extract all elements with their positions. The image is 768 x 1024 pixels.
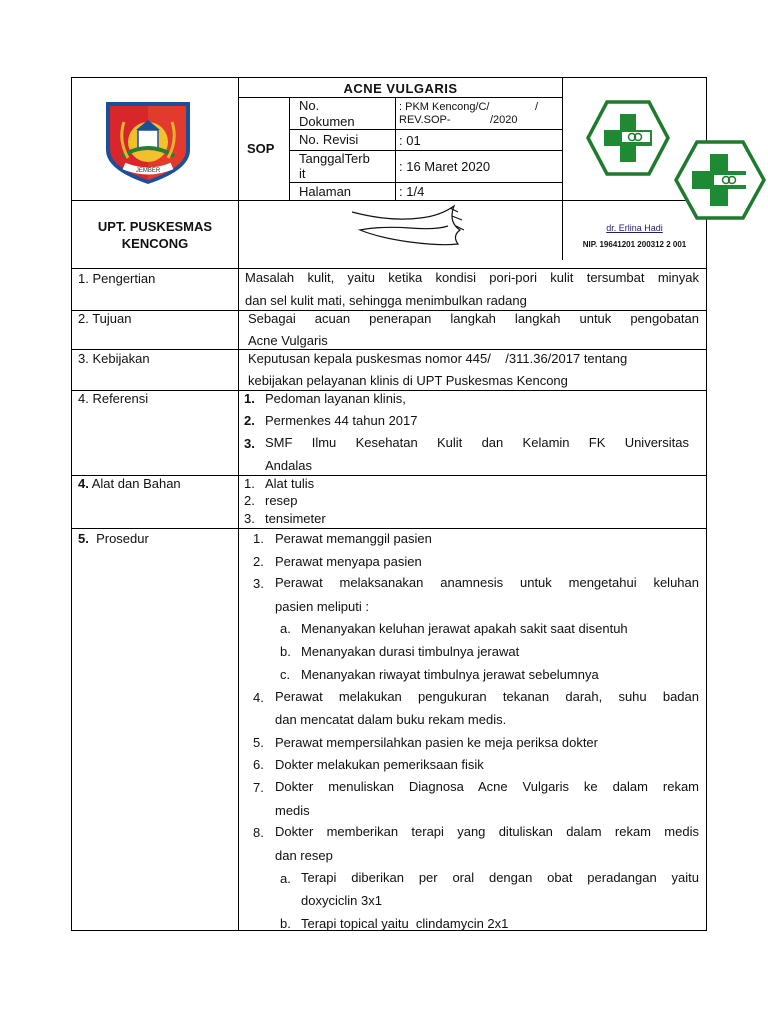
prosedur-text-8b-item: Terapi topical yaitu clindamycin 2x1 <box>301 916 509 931</box>
meta-label-tanggal-1: TanggalTerb <box>299 151 370 166</box>
prosedur-text-8a: Terapi diberikan per oral dengan obat peradangan yaitu <box>301 870 699 885</box>
document-title: ACNE VULGARIS <box>343 81 458 96</box>
prosedur-num-6: 6. <box>253 757 264 772</box>
referensi-num-3: 3. <box>244 436 255 451</box>
meta-label-no-revisi: No. Revisi <box>299 132 359 147</box>
meta-value-no-dokumen-2b: /2020 <box>490 114 518 126</box>
kebijakan-line2: kebijakan pelayanan klinis di UPT Puskesmas Kencong <box>248 373 568 388</box>
prosedur-num-8: 8. <box>253 825 264 840</box>
row-label-tujuan: 2. Tujuan <box>78 311 132 326</box>
referensi-text-2: Permenkes 44 tahun 2017 <box>265 413 418 428</box>
prosedur-text-2: Perawat menyapa pasien <box>275 554 422 569</box>
prosedur-num-4: 4. <box>253 690 264 705</box>
prosedur-text-3c: Menanyakan riwayat timbulnya jerawat sebelumnya <box>301 667 599 682</box>
prosedur-num-7: 7. <box>253 780 264 795</box>
sop-label: SOP <box>247 141 275 156</box>
prosedur-text-7b: medis <box>275 803 310 818</box>
referensi-text-3: SMF Ilmu Kesehatan Kulit dan Kelamin FK Universitas <box>265 435 689 450</box>
meta-value-no-dokumen-1: : PKM Kencong/C/ <box>399 101 490 113</box>
org-name-line2: KENCONG <box>121 236 189 251</box>
tujuan-line1: Sebagai acuan penerapan langkah langkah untuk pengobatan <box>248 311 699 326</box>
prosedur-text-6: Dokter melakukan pemeriksaan fisik <box>275 757 484 772</box>
signer-name: dr. Erlina Hadi <box>606 223 663 233</box>
meta-value-no-revisi: : 01 <box>399 133 421 148</box>
referensi-text-1: Pedoman layanan klinis, <box>265 391 406 406</box>
referensi-num-2: 2. <box>244 413 255 428</box>
puskesmas-logo <box>586 100 670 176</box>
signature <box>340 200 480 256</box>
prosedur-num-3b: b. <box>280 644 291 659</box>
kebijakan-line1: Keputusan kepala puskesmas nomor 445/ /311.36/2017 tentang <box>248 351 628 366</box>
puskesmas-logo-2 <box>674 140 766 220</box>
prosedur-text-7: Dokter menuliskan Diagnosa Acne Vulgaris ke dalam rekam <box>275 779 699 794</box>
signer-nip: NIP. 19641201 200312 2 001 <box>582 240 687 249</box>
row-label-prosedur <box>78 531 149 546</box>
row-label-alat <box>78 476 181 491</box>
row-label-alat-text: Alat dan Bahan <box>91 476 181 491</box>
row-label-kebijakan: 3. Kebijakan <box>78 351 150 366</box>
prosedur-text-5: Perawat mempersilahkan pasien ke meja periksa dokter <box>275 735 598 750</box>
prosedur-num-1: 1. <box>253 531 264 546</box>
row-label-pengertian: 1. Pengertian <box>78 271 156 286</box>
prosedur-text-3a: Menanyakan keluhan jerawat apakah sakit saat disentuh <box>301 621 628 636</box>
prosedur-text-3b: pasien meliputi : <box>275 599 369 614</box>
tujuan-line2: Acne Vulgaris <box>248 333 328 348</box>
prosedur-num-8a: a. <box>280 871 291 886</box>
meta-value-no-dokumen-2: REV.SOP- <box>399 114 451 126</box>
prosedur-num-3a: a. <box>280 621 291 636</box>
alat-text-2: resep <box>265 493 298 508</box>
prosedur-num-8b: b. <box>280 916 291 931</box>
meta-label-halaman: Halaman <box>299 184 352 199</box>
meta-label-tanggal-2: it <box>299 166 306 181</box>
prosedur-num-5: 5. <box>253 735 264 750</box>
referensi-num-1: 1. <box>244 391 255 406</box>
logo-text: JEMBER <box>135 168 161 174</box>
row-label-alat-num: 4. <box>78 476 89 491</box>
prosedur-text-3b-item: Menanyakan durasi timbulnya jerawat <box>301 644 520 659</box>
meta-value-tanggal: : 16 Maret 2020 <box>399 159 491 174</box>
prosedur-num-3c: c. <box>280 667 291 682</box>
prosedur-text-3: Perawat melaksanakan anamnesis untuk mengetahui keluhan <box>275 575 699 590</box>
row-label-prosedur-num: 5. <box>78 531 89 546</box>
alat-num-2: 2. <box>244 493 255 508</box>
meta-label-no-dokumen-1: No. <box>299 98 320 113</box>
prosedur-text-4b: dan mencatat dalam buku rekam medis. <box>275 712 507 727</box>
jember-logo <box>102 100 194 186</box>
referensi-text-3b: Andalas <box>265 458 312 473</box>
meta-value-no-dokumen-1b: / <box>535 101 539 113</box>
prosedur-text-8b: dan resep <box>275 848 333 863</box>
row-label-referensi: 4. Referensi <box>78 391 149 406</box>
pengertian-line2: dan sel kulit mati, sehingga menimbulkan radang <box>245 293 527 308</box>
prosedur-text-4: Perawat melakukan pengukuran tekanan darah, suhu badan <box>275 689 699 704</box>
prosedur-text-1: Perawat memanggil pasien <box>275 531 432 546</box>
org-name-line1: UPT. PUSKESMAS <box>97 219 213 234</box>
prosedur-text-8: Dokter memberikan terapi yang dituliskan dalam rekam medis <box>275 824 699 839</box>
prosedur-text-8a-2: doxyciclin 3x1 <box>301 893 382 908</box>
pengertian-line1: Masalah kulit, yaitu ketika kondisi pori-pori kulit tersumbat minyak <box>245 270 699 285</box>
meta-label-no-dokumen-2: Dokumen <box>299 114 355 129</box>
meta-value-halaman: : 1/4 <box>399 184 425 199</box>
alat-num-3: 3. <box>244 511 255 526</box>
row-label-prosedur-text: Prosedur <box>96 531 149 546</box>
prosedur-num-2: 2. <box>253 554 264 569</box>
alat-text-1: Alat tulis <box>265 476 315 491</box>
alat-text-3: tensimeter <box>265 511 326 526</box>
prosedur-num-3: 3. <box>253 576 264 591</box>
alat-num-1: 1. <box>244 476 255 491</box>
